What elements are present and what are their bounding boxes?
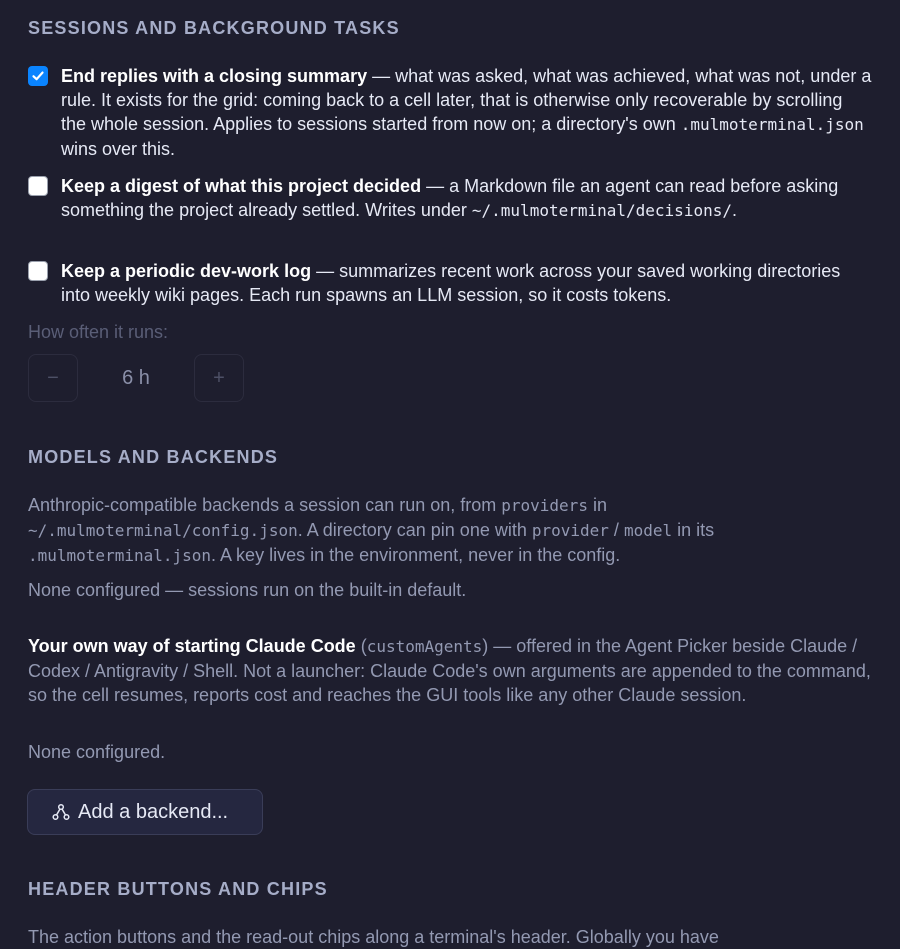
- decision-digest-desc-end: .: [731, 200, 737, 220]
- backends-description: [28, 493, 872, 568]
- dir-config-code: .mulmoterminal.json: [28, 546, 212, 565]
- decision-digest-option[interactable]: [28, 174, 872, 223]
- network-icon: [52, 803, 70, 821]
- custom-agents-text: ) — offered in the Agent Picker beside Claude / Codex / Antigravity / Shell. Not a launcher: Claude Code's own arguments are appended to the command, so the cell resumes, reports cost and reaches the GUI tools like any other Claude session.: [28, 636, 871, 705]
- header-description: The action buttons and the read-out chips along a terminal's header. Globally you have: [28, 927, 719, 947]
- sessions-section-title: SESSIONS AND BACKGROUND TASKS: [28, 18, 400, 38]
- backends-desc-text: . A key lives in the environment, never in the config.: [211, 545, 621, 565]
- backends-desc-text: in its: [672, 520, 715, 540]
- add-backend-label: Add a backend...: [78, 800, 229, 823]
- closing-summary-desc: — what was asked, what was achieved, what was not, under a rule. It exists for the grid: coming back to a cell later, that is otherwise only recoverable by scrolling the whole session. Applies to sessions started from now on; a directory's own: [61, 66, 872, 134]
- providers-code: providers: [501, 496, 588, 515]
- frequency-increase-button[interactable]: +: [194, 354, 244, 402]
- frequency-decrease-button[interactable]: −: [28, 354, 78, 402]
- backends-empty-state: None configured — sessions run on the built-in default.: [28, 580, 467, 600]
- closing-summary-checkbox[interactable]: [28, 66, 48, 86]
- decisions-path-code: ~/.mulmoterminal/decisions/: [471, 201, 732, 220]
- frequency-value: 6 h: [122, 366, 150, 389]
- add-backend-button[interactable]: [27, 789, 263, 835]
- models-section-title: MODELS AND BACKENDS: [28, 447, 279, 467]
- decision-digest-title: Keep a digest of what this project decided: [61, 176, 422, 196]
- closing-summary-option[interactable]: [28, 64, 872, 161]
- config-filename-code: .mulmoterminal.json: [680, 115, 864, 134]
- checkmark-icon: [31, 69, 45, 83]
- backends-desc-text: Anthropic-compatible backends a session can run on, from: [28, 495, 502, 515]
- backends-desc-text: in: [587, 495, 607, 515]
- custom-agents-empty-state: None configured.: [28, 742, 166, 762]
- config-path-code: ~/.mulmoterminal/config.json: [28, 521, 298, 540]
- header-section-title: HEADER BUTTONS AND CHIPS: [28, 879, 328, 899]
- dev-log-checkbox[interactable]: [28, 261, 48, 281]
- dev-log-title: Keep a periodic dev-work log: [61, 261, 312, 281]
- closing-summary-title: End replies with a closing summary: [61, 66, 368, 86]
- frequency-stepper: [28, 354, 872, 402]
- closing-summary-label: [61, 64, 872, 161]
- frequency-label: How often it runs:: [28, 322, 169, 342]
- decision-digest-label: [61, 174, 872, 223]
- dev-log-desc: — summarizes recent work across your saved working directories into weekly wiki pages. Each run spawns an LLM session, so it costs tokens.: [61, 261, 841, 305]
- custom-agents-title: Your own way of starting Claude Code: [28, 636, 356, 656]
- model-code: model: [623, 521, 673, 540]
- decision-digest-checkbox[interactable]: [28, 176, 48, 196]
- dev-log-label: [61, 259, 872, 307]
- dev-log-option[interactable]: [28, 259, 872, 307]
- backends-desc-text: . A directory can pin one with: [297, 520, 532, 540]
- closing-summary-desc-end: wins over this.: [61, 139, 176, 159]
- custom-agents-code: customAgents: [366, 637, 483, 656]
- custom-agents-text: (: [355, 636, 367, 656]
- provider-code: provider: [531, 521, 609, 540]
- backends-desc-text: /: [608, 520, 624, 540]
- decision-digest-desc: — a Markdown file an agent can read before asking something the project already settled. Writes under: [61, 176, 839, 220]
- custom-agents-description: [28, 634, 872, 707]
